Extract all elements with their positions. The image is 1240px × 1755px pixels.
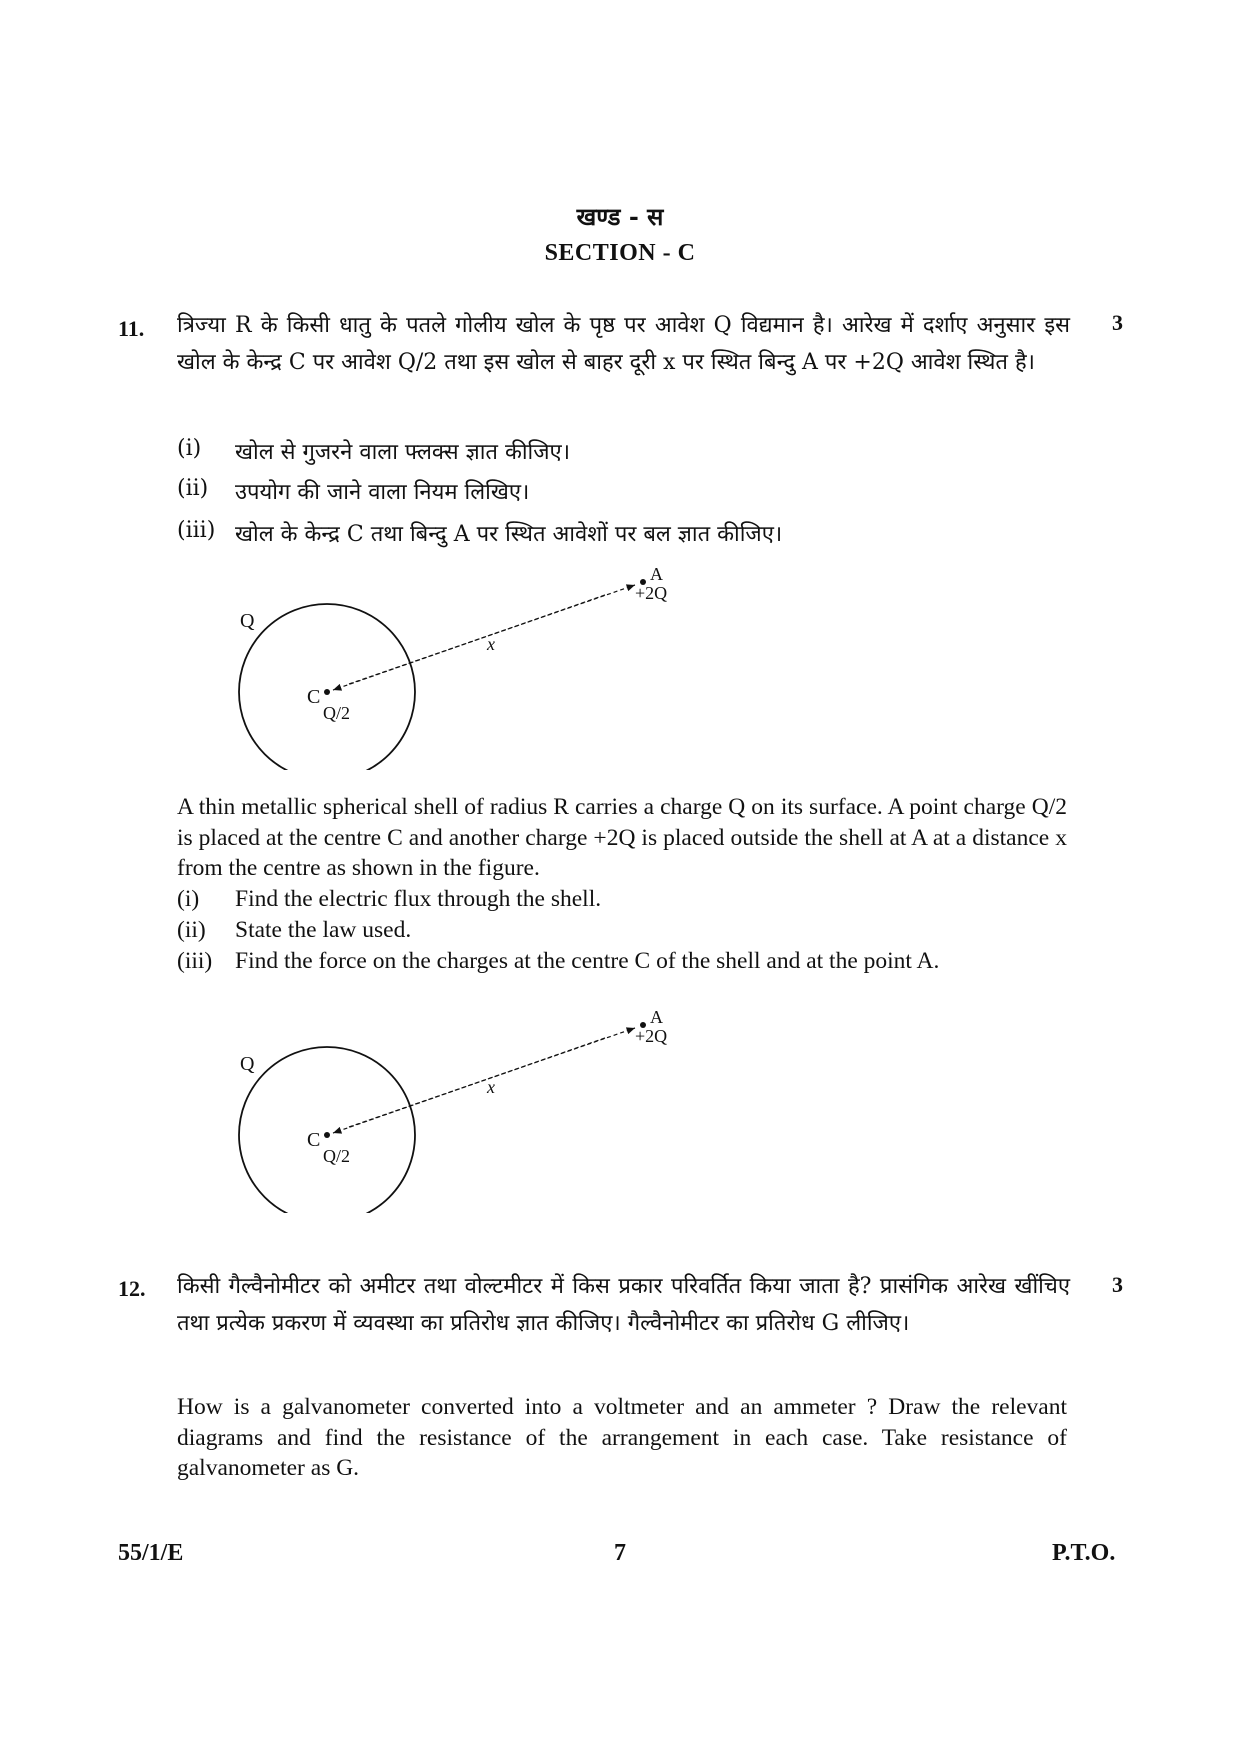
question-11-marks: 3 (1112, 310, 1123, 335)
item-text: खोल से गुजरने वाला फ्लक्स ज्ञात कीजिए। (235, 440, 571, 465)
shell-label: Q (240, 610, 255, 632)
centre-label: C (307, 686, 321, 708)
item-text: उपयोग की जाने वाला नियम लिखिए। (235, 480, 530, 505)
distance-label: x (487, 1077, 495, 1097)
section-heading-hindi: खण्ड - स (576, 202, 664, 231)
item-text: State the law used. (235, 917, 412, 943)
point-a-label: A (650, 564, 663, 584)
question-12-marks: 3 (1112, 1272, 1123, 1297)
shell-label: Q (240, 1053, 255, 1075)
centre-charge-label: Q/2 (323, 1146, 350, 1166)
item-text: Find the electric flux through the shell. (235, 886, 602, 912)
page-number: 7 (614, 1540, 626, 1566)
item-text: Find the force on the charges at the centre C of the shell and at the point A. (235, 948, 940, 974)
please-turn-over: P.T.O. (1052, 1540, 1116, 1566)
question-11-figure-english (225, 1003, 705, 1213)
spherical-shell (239, 1047, 415, 1213)
item-label: (i) (177, 436, 202, 461)
centre-point (324, 1132, 330, 1138)
centre-charge-label: Q/2 (323, 703, 350, 723)
question-12-number: 12. (118, 1276, 146, 1301)
centre-label: C (307, 1129, 321, 1151)
section-heading-english: SECTION - C (544, 240, 696, 266)
centre-point (324, 689, 330, 695)
point-a-charge: +2Q (635, 583, 668, 603)
item-text: खोल के केन्द्र C तथा बिन्दु A पर स्थित आवेशों पर बल ज्ञात कीजिए। (235, 522, 783, 547)
spherical-shell (239, 604, 415, 770)
question-12-hindi-text: किसी गैल्वैनोमीटर को अमीटर तथा वोल्टमीटर में किस प्रकार परिवर्तित किया जाता है? प्रासंगिक आरेख खींचिए तथा प्रत्येक प्रकरण में व्यवस्था का प्रतिरोध ज्ञात कीजिए। गैल्वैनोमीटर का प्रतिरोध G लीजिए। (177, 1274, 1070, 1336)
distance-label: x (487, 634, 495, 654)
item-label: (ii) (177, 476, 209, 501)
item-label: (i) (177, 886, 200, 912)
item-label: (iii) (177, 948, 213, 974)
item-label: (ii) (177, 917, 206, 943)
item-label: (iii) (177, 518, 216, 543)
question-11-number: 11. (118, 316, 145, 341)
paper-code: 55/1/E (118, 1540, 184, 1566)
point-a-charge: +2Q (635, 1026, 668, 1046)
question-11-hindi-text: त्रिज्या R के किसी धातु के पतले गोलीय खोल के पृष्ठ पर आवेश Q विद्यमान है। आरेख में दर्शाए अनुसार इस खोल के केन्द्र C पर आवेश Q/2 तथा इस खोल से बाहर दूरी x पर स्थित बिन्दु A पर +2Q आवेश स्थित है। (177, 313, 1070, 375)
question-11-english-text: A thin metallic spherical shell of radius R carries a charge Q on its surface. A point charge Q/2 is placed at the centre C and another charge +2Q is placed outside the shell at A at a distance x from the centre as shown in the figure. (177, 794, 1067, 881)
question-11-figure-hindi (225, 560, 705, 770)
question-12-english-text: How is a galvanometer converted into a voltmeter and an ammeter ? Draw the relevant diagrams and find the resistance of the arrangement in each case. Take resistance of galvanometer as G. (177, 1394, 1067, 1481)
point-a-label: A (650, 1007, 663, 1027)
